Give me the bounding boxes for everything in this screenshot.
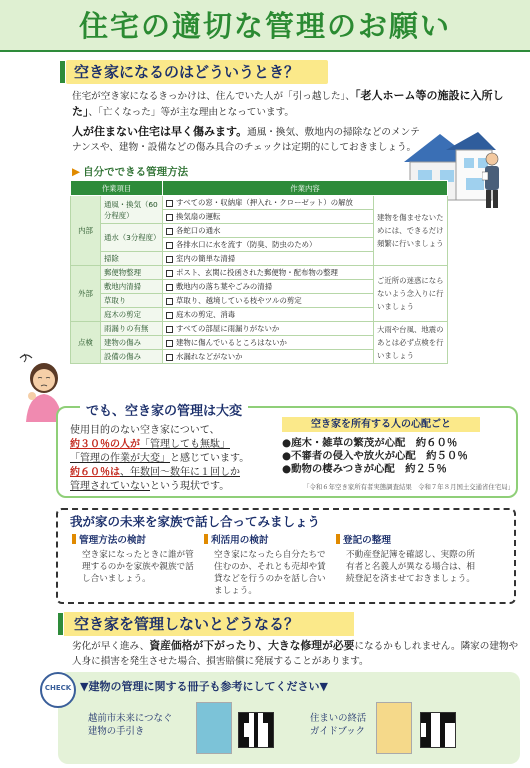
table-header-content: 作業内容 <box>163 181 448 196</box>
qr-cell <box>440 742 445 747</box>
checkbox-icon <box>166 354 173 361</box>
qr-cell <box>244 718 249 723</box>
item-pruning: 庭木の剪定 <box>101 308 163 322</box>
note-inspection: 大雨や台風、地震のあとは必ず点検を行いましょう <box>374 322 448 364</box>
checkbox-icon <box>166 242 173 249</box>
qr-cell <box>450 718 455 723</box>
table-row <box>71 196 448 210</box>
note-internal: 建物を傷ませないためには、できるだけ頻繁に行いましょう <box>374 196 448 266</box>
task-cell: すべての窓・収納扉（押入れ・クローゼット）の解放 <box>163 196 374 210</box>
qr-cell <box>254 742 259 747</box>
checkbox-icon <box>166 284 173 291</box>
checkbox-icon <box>166 200 173 207</box>
para1-part-b: 「老人ホーム等の施設に入所した」 <box>72 89 504 118</box>
category-internal: 内部 <box>71 196 101 266</box>
qr-cell <box>426 742 431 747</box>
management-table <box>70 180 448 364</box>
item-leak: 雨漏りの有無 <box>101 322 163 336</box>
checkbox-icon <box>166 326 173 333</box>
page-title: 住宅の適切な管理のお願い <box>78 9 451 43</box>
task-cell: 各蛇口の通水 <box>163 224 374 238</box>
para1-part-a: 住宅が空き家になるきっかけは、住んでいた人が「引っ越した」、 <box>72 91 356 102</box>
booklet-label-1[interactable]: 越前市未来につなぐ 建物の手引き <box>88 713 173 737</box>
heading-accent <box>58 613 63 635</box>
para1-part-c: 、「亡くなった」等が主な理由となっています。 <box>88 107 294 118</box>
task-cell: 換気扇の運転 <box>163 210 374 224</box>
section1-heading: 空き家になるのはどういうとき？ <box>74 63 300 81</box>
item-equipment-damage: 設備の傷み <box>101 350 163 364</box>
item-building-damage: 建物の傷み <box>101 336 163 350</box>
family-col-utilization: 利活用の検討 空き家になったら自分たちで住むのか、それとも売却や賃貸などを行うのかを話し合いましょう。 <box>204 532 326 597</box>
survey-source: 「令和６年空き家所有者実態調査結果 令和７年８月国土交通省住宅局」 <box>303 483 514 491</box>
task-cell: 建物に傷んでいるところはないか <box>163 336 374 350</box>
worry-item: ●庭木・雑草の繁茂が心配 約６０％ <box>282 437 458 449</box>
subheading-self-management: ▶ 自分でできる管理方法 <box>72 166 189 178</box>
checkbox-icon <box>166 256 173 263</box>
task-cell: 敷地内の落ち葉やごみの清掃 <box>163 280 374 294</box>
category-inspection: 点検 <box>71 322 101 364</box>
check-badge-label: CHECK <box>44 684 72 692</box>
triangle-icon: ▶ <box>72 166 81 178</box>
note-external: ご近所の迷惑にならないよう念入りに行いましょう <box>374 266 448 322</box>
family-col-management: 管理方法の検討 空き家になったときに誰が管理するのかを家族や親族で話し合いましょう。 <box>72 532 194 585</box>
qr-code-1[interactable] <box>238 712 274 748</box>
worry-list <box>282 437 482 476</box>
table-row <box>71 322 448 336</box>
item-ventilation: 通風・換気（60分程度） <box>101 196 163 224</box>
task-cell: 庭木の剪定、消毒 <box>163 308 374 322</box>
concern-text: 使用目的のない空き家について、 約３０％の人が「管理しても無駄」 「管理の作業が大変」と感じています。 約６０％は、年数回～数年に１回しか 管理されていないという現状です。 <box>70 425 250 492</box>
task-cell: 草取り、越境している枝やツルの剪定 <box>163 294 374 308</box>
item-cleaning: 掃除 <box>101 252 163 266</box>
category-external: 外部 <box>71 266 101 322</box>
item-weeding: 草取り <box>101 294 163 308</box>
table-row <box>71 266 448 280</box>
booklet-label-2[interactable]: 住まいの終活 ガイドブック <box>310 713 367 737</box>
checkbox-icon <box>166 298 173 305</box>
worry-item: ●不審者の侵入や放火が心配 約５０％ <box>282 450 468 462</box>
qr-cell <box>244 742 249 747</box>
family-title: 我が家の未来を家族で話し合ってみましょう <box>70 514 321 529</box>
checkbox-icon <box>166 312 173 319</box>
task-cell: 各排水口に水を流す（防臭、防虫のため） <box>163 238 374 252</box>
family-col-registration: 登記の整理 不動産登記簿を確認し、実際の所有者と名義人が異なる場合は、相続登記を済ませておきましょう。 <box>336 532 476 585</box>
section2-heading: 空き家を管理しないとどうなる？ <box>74 615 300 633</box>
item-mail: 郵便物整理 <box>101 266 163 280</box>
qr-code-2[interactable] <box>420 712 456 748</box>
section1-heading-band <box>66 60 328 84</box>
inspector-person-illustration <box>482 152 502 210</box>
table-header-item: 作業項目 <box>71 181 163 196</box>
booklet-cover-2[interactable] <box>376 702 412 754</box>
section1-paragraph2 <box>72 124 422 155</box>
worry-heading: 空き家を所有する人の心配ごと <box>282 417 480 432</box>
task-cell: 室内の簡単な清掃 <box>163 252 374 266</box>
section1-paragraph1 <box>72 88 522 120</box>
item-grounds-cleaning: 敷地内清掃 <box>101 280 163 294</box>
para2-rest: 通風・換気、敷地内の掃除などのメンテナンスや、建物・設備などの傷み具合のチェックは定期的にしておきましょう。 <box>72 127 420 153</box>
concern-title: でも、空き家の管理は大変 <box>80 400 248 419</box>
section2-paragraph: 劣化が早く進み、資産価格が下がったり、大きな修理が必要になるかもしれません。隣家の建物や人身に損害を発生させた場合、損害賠償に発展することがあります。 <box>72 639 519 667</box>
checkbox-icon <box>166 214 173 221</box>
table-header-row <box>71 181 448 196</box>
heading-accent <box>60 61 65 83</box>
checkbox-icon <box>166 228 173 235</box>
task-cell: すべての部屋に雨漏りがないか <box>163 322 374 336</box>
checkbox-icon <box>166 340 173 347</box>
qr-cell <box>268 742 273 747</box>
booklet-cover-1[interactable] <box>196 702 232 754</box>
booklet-panel-title: ▼建物の管理に関する冊子も参考にしてください▼ <box>80 680 328 693</box>
task-cell: ポスト、玄関に投函された郵便物・配布物の整理 <box>163 266 374 280</box>
para2-bold: 人が住まない住宅は早く傷みます。 <box>72 125 248 138</box>
item-water: 通水（3分程度） <box>101 224 163 252</box>
task-cell: 水漏れなどがないか <box>163 350 374 364</box>
section2-heading-band <box>64 612 354 636</box>
worry-item: ●動物の棲みつきが心配 約２５％ <box>282 463 447 475</box>
checkbox-icon <box>166 270 173 277</box>
